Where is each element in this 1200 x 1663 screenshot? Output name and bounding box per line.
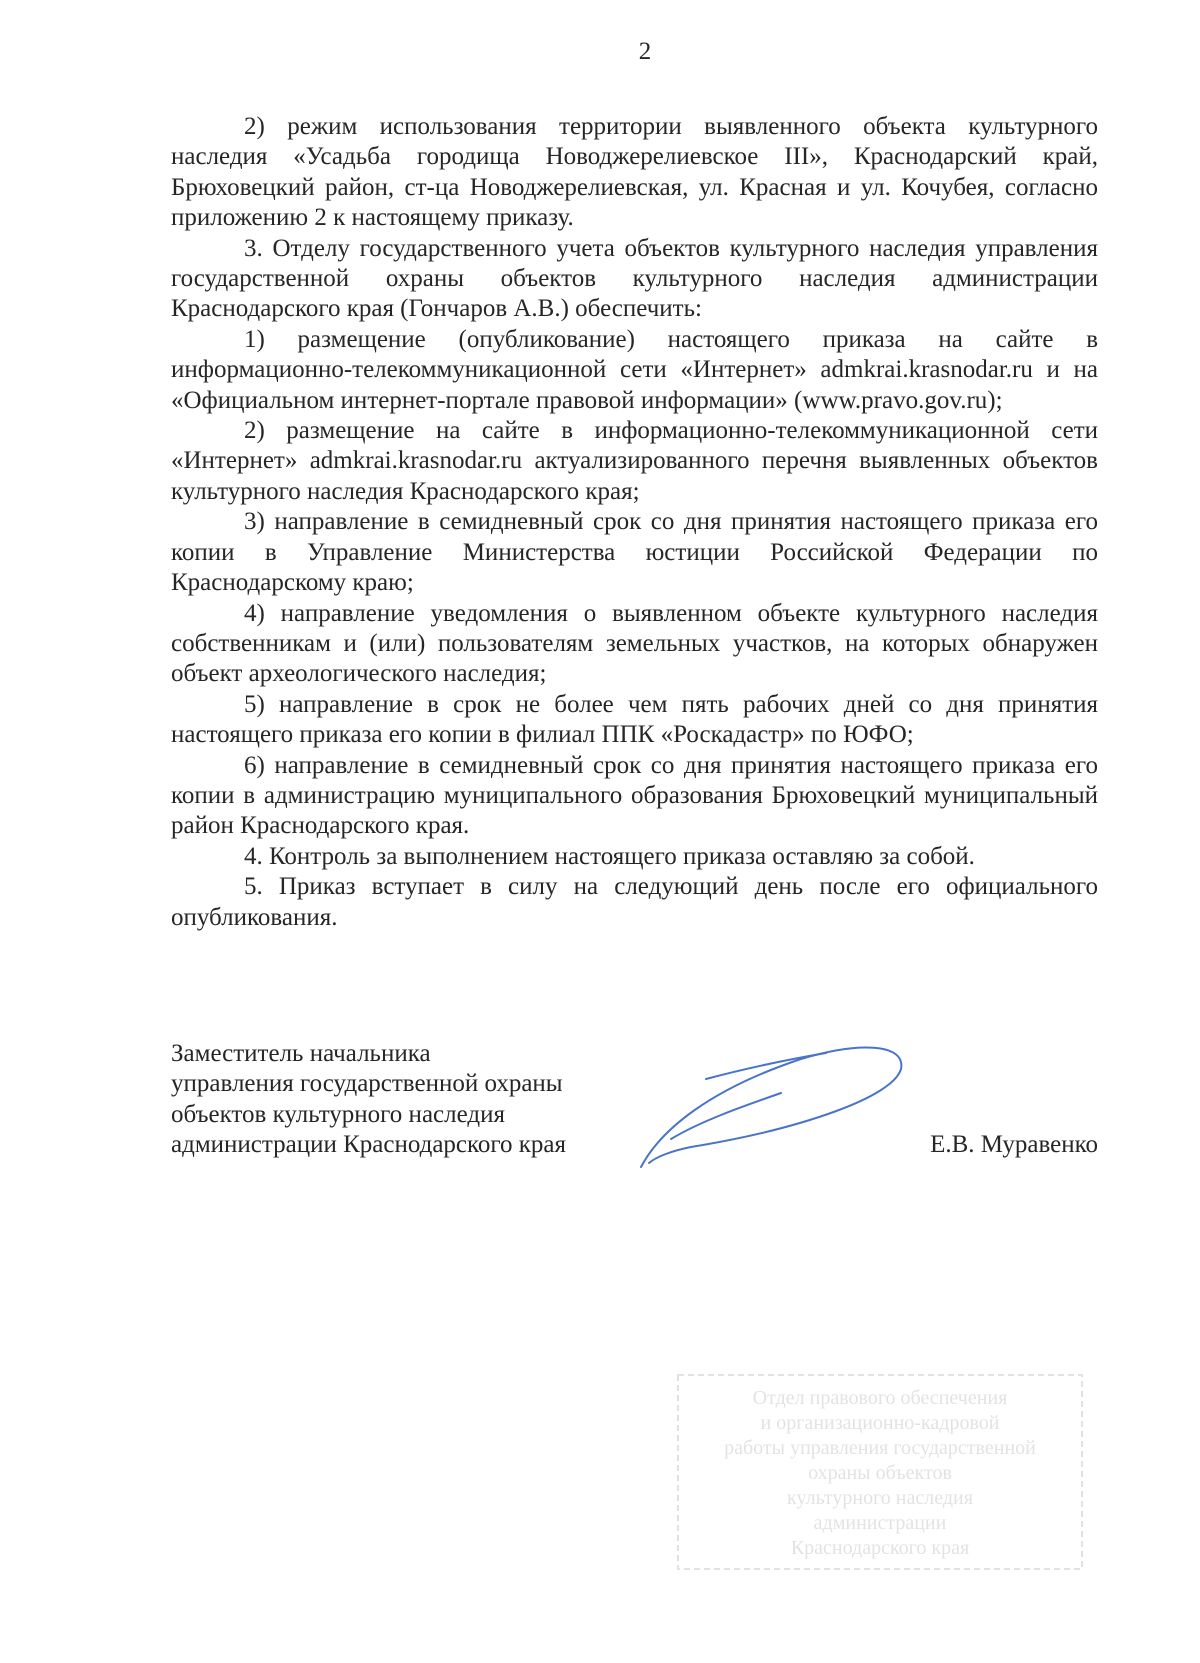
stamp-line: охраны объектов (808, 1462, 952, 1484)
paragraph-subitem-1: 1) размещение (опубликование) настоящего приказа на сайте в информационно-телекоммуникационной сети «Интернет» admkrai.krasnodar.ru и на «Официальном интернет-портале правовой информации» (www.pravo.gov.ru); (171, 325, 1098, 414)
signatory-title-line: управления государственной охраны (171, 1070, 563, 1098)
signature-strokes (641, 1048, 901, 1167)
stamp-line: Отдел правового обеспечения (752, 1387, 1008, 1409)
stamp-line: культурного наследия (787, 1487, 973, 1509)
handwritten-signature (631, 1029, 931, 1179)
signatory-title-line: объектов культурного наследия (171, 1100, 505, 1128)
stamp-line: и организационно-кадровой (760, 1412, 1000, 1434)
signatory-title-line: администрации Краснодарского края (171, 1131, 567, 1159)
paragraph-item-4: 4. Контроль за выполнением настоящего приказа оставляю за собой. (244, 842, 975, 870)
paragraph-subitem-5: 5) направление в срок не более чем пять рабочих дней со дня принятия настоящего приказа его копии в филиал ППК «Роскадастр» по ЮФО; (171, 690, 1098, 749)
paragraph-territory-regime: 2) режим использования территории выявленного объекта культурного наследия «Усадьба городища Новоджерелиевское III», Краснодарский край, Брюховецкий район, ст-ца Новоджерелиевская, ул. Красная и ул. Кочубея, согласно приложению 2 к настоящему приказу. (171, 113, 1098, 232)
page-number: 2 (638, 38, 652, 65)
signatory-name: Е.В. Муравенко (930, 1131, 1098, 1158)
faded-stamp (675, 1372, 1085, 1572)
stamp-line: Краснодарского края (790, 1537, 970, 1559)
document-body (171, 112, 1098, 933)
paragraph-item-5: 5. Приказ вступает в силу на следующий день после его официального опубликования. (171, 873, 1098, 931)
signatory-title-line: Заместитель начальника (171, 1040, 431, 1067)
paragraph-item-3: 3. Отделу государственного учета объектов культурного наследия управления государственной охраны объектов культурного наследия администрации Краснодарского края (Гончаров А.В.) обеспечить: (171, 234, 1098, 323)
paragraph-subitem-6: 6) направление в семидневный срок со дня принятия настоящего приказа его копии в администрацию муниципального образования Брюховецкий муниципальный район Краснодарского края. (171, 751, 1098, 840)
signatory-title (171, 1039, 566, 1161)
signature-block (171, 1039, 1098, 1169)
stamp-text (675, 1386, 1085, 1561)
stamp-line: администрации (813, 1512, 947, 1534)
paragraph-subitem-2: 2) размещение на сайте в информационно-телекоммуникационной сети «Интернет» admkrai.krasnodar.ru актуализированного перечня выявленных объектов культурного наследия Краснодарского края; (171, 417, 1098, 505)
stamp-line: работы управления государственной (724, 1437, 1036, 1459)
paragraph-subitem-4: 4) направление уведомления о выявленном объекте культурного наследия собственникам и (или) пользователям земельных участков, на которых обнаружен объект археологического наследия; (171, 599, 1098, 688)
paragraph-subitem-3: 3) направление в семидневный срок со дня принятия настоящего приказа его копии в Управление Министерства юстиции Российской Федерации по Краснодарскому краю; (171, 508, 1098, 597)
